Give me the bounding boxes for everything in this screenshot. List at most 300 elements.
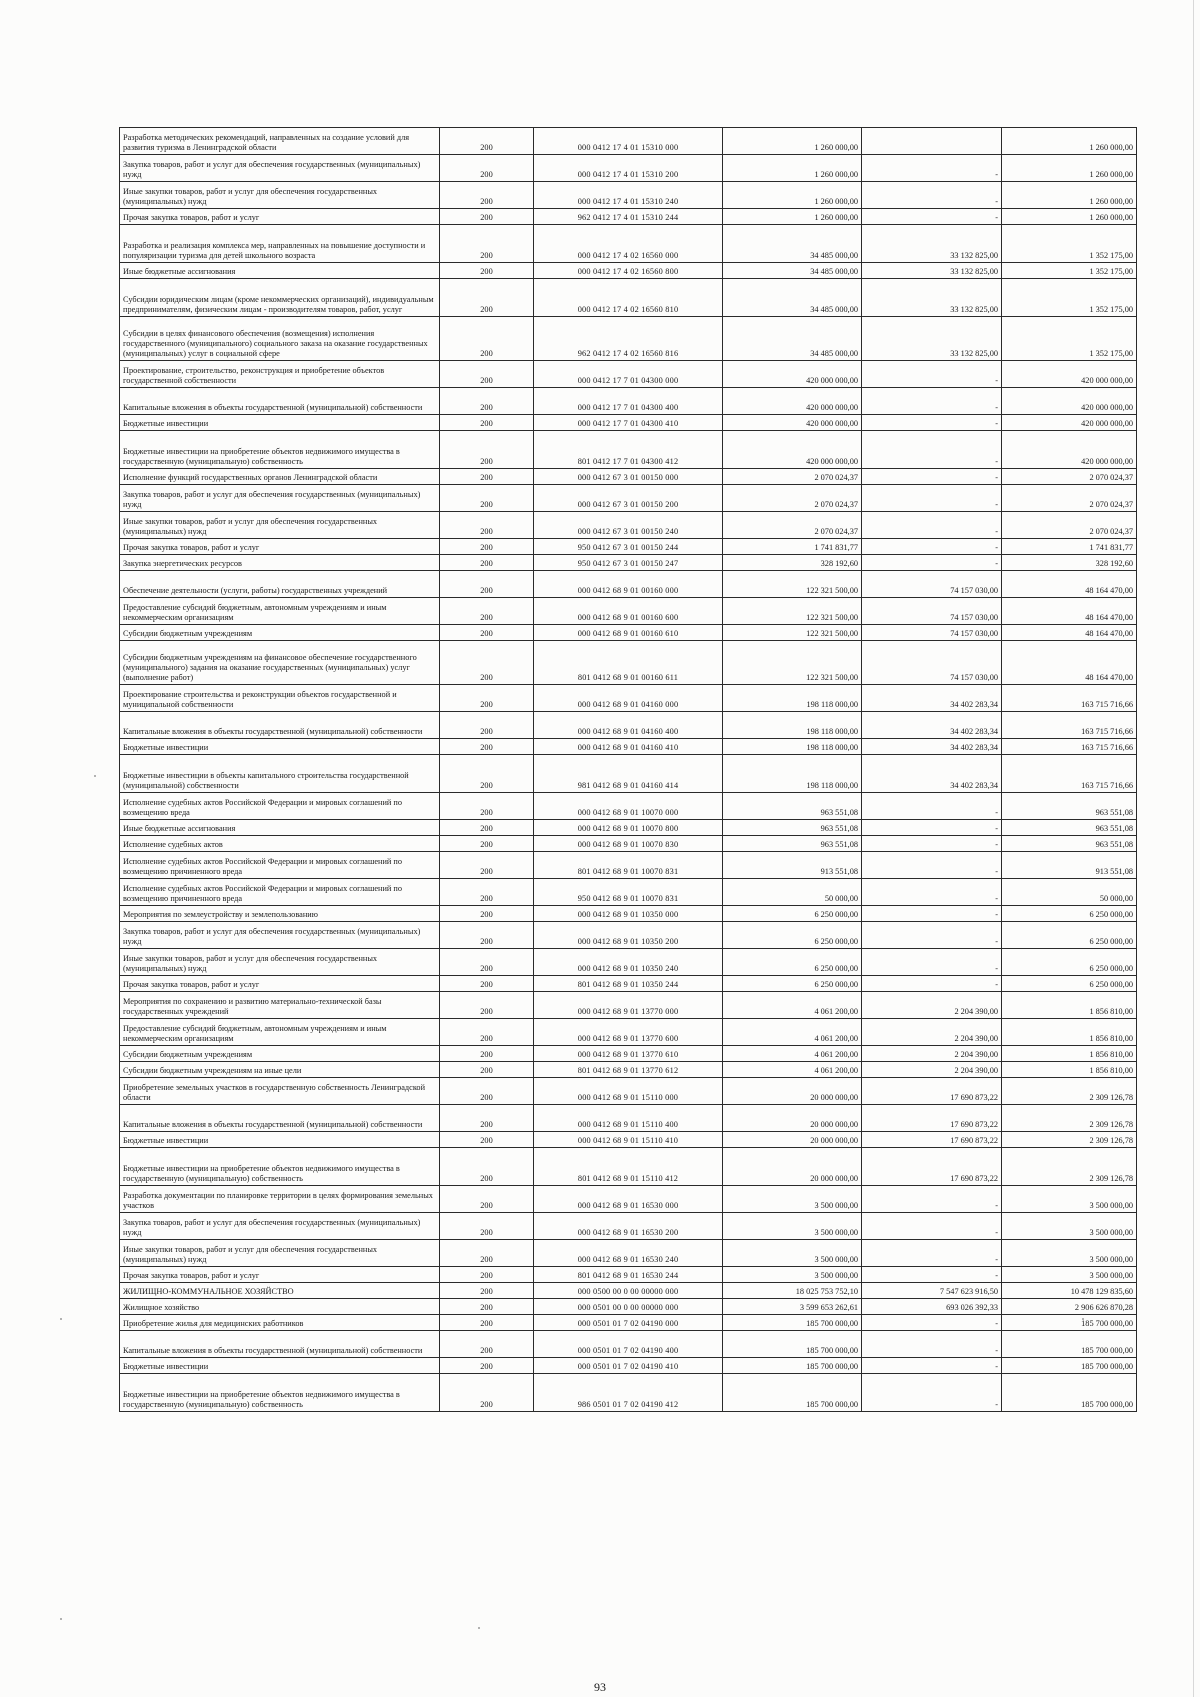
row-unexecuted-amount-cell: 1 260 000,00 [1002,182,1137,209]
table-row [120,836,1137,852]
row-approved-amount-cell: 4 061 200,00 [723,1019,862,1046]
row-name-cell: Предоставление субсидий бюджетным, автономным учреждениям и иным некоммерческим организациям [120,1019,440,1046]
row-unexecuted-amount-cell: 163 715 716,66 [1002,755,1137,793]
row-approved-amount-cell: 420 000 000,00 [723,388,862,415]
row-unexecuted-amount-cell: 913 551,08 [1002,852,1137,879]
row-approved-amount-cell: 3 599 653 262,61 [723,1299,862,1315]
row-approved-amount-cell: 20 000 000,00 [723,1148,862,1186]
row-classification-code-cell: 000 0412 68 9 01 15110 400 [534,1105,723,1132]
table-row [120,906,1137,922]
row-classification-code-cell: 000 0412 17 4 01 15310 200 [534,155,723,182]
row-classification-code-cell: 000 0412 67 3 01 00150 200 [534,485,723,512]
row-executed-amount-cell: - [862,1267,1002,1283]
row-name-cell: Субсидии бюджетным учреждениям [120,1046,440,1062]
table-row [120,512,1137,539]
row-unexecuted-amount-cell: 50 000,00 [1002,879,1137,906]
row-approved-amount-cell: 963 551,08 [723,793,862,820]
row-classification-code-cell: 000 0412 67 3 01 00150 000 [534,469,723,485]
row-name-cell: Прочая закупка товаров, работ и услуг [120,976,440,992]
row-approved-amount-cell: 34 485 000,00 [723,225,862,263]
row-executed-amount-cell: - [862,879,1002,906]
row-line-code-cell: 200 [440,1148,534,1186]
row-name-cell: Приобретение земельных участков в государственную собственность Ленинградской области [120,1078,440,1105]
row-unexecuted-amount-cell: 1 260 000,00 [1002,209,1137,225]
table-row [120,739,1137,755]
row-unexecuted-amount-cell: 420 000 000,00 [1002,431,1137,469]
row-line-code-cell: 200 [440,388,534,415]
row-approved-amount-cell: 1 260 000,00 [723,155,862,182]
row-approved-amount-cell: 3 500 000,00 [723,1213,862,1240]
table-row [120,641,1137,685]
row-name-cell: Капитальные вложения в объекты государственной (муниципальной) собственности [120,1105,440,1132]
row-approved-amount-cell: 122 321 500,00 [723,598,862,625]
row-executed-amount-cell: 34 402 283,34 [862,685,1002,712]
row-classification-code-cell: 000 0501 01 7 02 04190 400 [534,1331,723,1358]
row-approved-amount-cell: 963 551,08 [723,820,862,836]
row-unexecuted-amount-cell: 2 309 126,78 [1002,1132,1137,1148]
row-unexecuted-amount-cell: 6 250 000,00 [1002,976,1137,992]
row-line-code-cell: 200 [440,641,534,685]
row-executed-amount-cell: 33 132 825,00 [862,279,1002,317]
row-name-cell: Иные закупки товаров, работ и услуг для обеспечения государственных (муниципальных) нужд [120,1240,440,1267]
row-approved-amount-cell: 2 070 024,37 [723,485,862,512]
row-classification-code-cell: 000 0412 68 9 01 10350 000 [534,906,723,922]
row-classification-code-cell: 000 0412 68 9 01 13770 610 [534,1046,723,1062]
row-approved-amount-cell: 34 485 000,00 [723,263,862,279]
row-executed-amount-cell: 74 157 030,00 [862,598,1002,625]
row-approved-amount-cell: 2 070 024,37 [723,469,862,485]
row-classification-code-cell: 000 0412 17 4 02 16560 000 [534,225,723,263]
table-row [120,1315,1137,1331]
row-name-cell: Субсидии бюджетным учреждениям [120,625,440,641]
row-line-code-cell: 200 [440,279,534,317]
row-unexecuted-amount-cell: 185 700 000,00 [1002,1331,1137,1358]
row-name-cell: Приобретение жилья для медицинских работников [120,1315,440,1331]
row-approved-amount-cell: 34 485 000,00 [723,279,862,317]
row-approved-amount-cell: 963 551,08 [723,836,862,852]
row-executed-amount-cell: 17 690 873,22 [862,1148,1002,1186]
table-row [120,1046,1137,1062]
table-row [120,1299,1137,1315]
row-unexecuted-amount-cell: 1 352 175,00 [1002,317,1137,361]
row-line-code-cell: 200 [440,922,534,949]
row-line-code-cell: 200 [440,128,534,155]
row-line-code-cell: 200 [440,225,534,263]
row-classification-code-cell: 000 0412 17 4 02 16560 800 [534,263,723,279]
row-classification-code-cell: 000 0412 17 4 01 15310 000 [534,128,723,155]
row-line-code-cell: 200 [440,1374,534,1412]
row-executed-amount-cell: - [862,469,1002,485]
row-unexecuted-amount-cell: 2 309 126,78 [1002,1148,1137,1186]
row-executed-amount-cell: - [862,922,1002,949]
row-executed-amount-cell: 74 157 030,00 [862,641,1002,685]
row-classification-code-cell: 000 0501 01 7 02 04190 000 [534,1315,723,1331]
row-executed-amount-cell: - [862,820,1002,836]
row-unexecuted-amount-cell: 963 551,08 [1002,793,1137,820]
row-classification-code-cell: 962 0412 17 4 01 15310 244 [534,209,723,225]
table-row [120,976,1137,992]
row-name-cell: Капитальные вложения в объекты государственной (муниципальной) собственности [120,388,440,415]
row-classification-code-cell: 801 0412 68 9 01 16530 244 [534,1267,723,1283]
table-row [120,625,1137,641]
row-approved-amount-cell: 18 025 753 752,10 [723,1283,862,1299]
row-name-cell: Иные бюджетные ассигнования [120,263,440,279]
row-executed-amount-cell: 17 690 873,22 [862,1132,1002,1148]
row-classification-code-cell: 000 0412 68 9 01 16530 200 [534,1213,723,1240]
row-classification-code-cell: 000 0412 17 7 01 04300 410 [534,415,723,431]
row-name-cell: Закупка энергетических ресурсов [120,555,440,571]
row-unexecuted-amount-cell: 1 352 175,00 [1002,263,1137,279]
row-line-code-cell: 200 [440,852,534,879]
row-unexecuted-amount-cell: 185 700 000,00 [1002,1374,1137,1412]
row-line-code-cell: 200 [440,1186,534,1213]
row-line-code-cell: 200 [440,820,534,836]
row-approved-amount-cell: 185 700 000,00 [723,1331,862,1358]
row-approved-amount-cell: 50 000,00 [723,879,862,906]
row-approved-amount-cell: 20 000 000,00 [723,1132,862,1148]
row-executed-amount-cell: - [862,976,1002,992]
row-executed-amount-cell: 17 690 873,22 [862,1105,1002,1132]
table-row [120,539,1137,555]
row-unexecuted-amount-cell: 3 500 000,00 [1002,1267,1137,1283]
table-row [120,755,1137,793]
row-classification-code-cell: 000 0500 00 0 00 00000 000 [534,1283,723,1299]
row-executed-amount-cell: - [862,1331,1002,1358]
row-classification-code-cell: 000 0412 68 9 01 04160 000 [534,685,723,712]
table-row [120,431,1137,469]
row-approved-amount-cell: 1 741 831,77 [723,539,862,555]
row-line-code-cell: 200 [440,1046,534,1062]
row-executed-amount-cell: - [862,1186,1002,1213]
scan-speck [60,1318,62,1320]
row-unexecuted-amount-cell: 1 260 000,00 [1002,128,1137,155]
row-unexecuted-amount-cell: 2 070 024,37 [1002,512,1137,539]
row-classification-code-cell: 801 0412 68 9 01 10350 244 [534,976,723,992]
row-executed-amount-cell: - [862,949,1002,976]
row-executed-amount-cell: - [862,388,1002,415]
row-unexecuted-amount-cell: 48 164 470,00 [1002,641,1137,685]
row-executed-amount-cell: - [862,793,1002,820]
row-classification-code-cell: 000 0501 00 0 00 00000 000 [534,1299,723,1315]
row-executed-amount-cell: - [862,852,1002,879]
row-classification-code-cell: 000 0412 68 9 01 16530 000 [534,1186,723,1213]
row-name-cell: Бюджетные инвестиции [120,415,440,431]
row-unexecuted-amount-cell: 6 250 000,00 [1002,922,1137,949]
table-row [120,712,1137,739]
row-approved-amount-cell: 185 700 000,00 [723,1315,862,1331]
row-name-cell: Закупка товаров, работ и услуг для обеспечения государственных (муниципальных) нужд [120,922,440,949]
row-line-code-cell: 200 [440,976,534,992]
row-line-code-cell: 200 [440,1213,534,1240]
row-line-code-cell: 200 [440,739,534,755]
row-unexecuted-amount-cell: 185 700 000,00 [1002,1315,1137,1331]
row-line-code-cell: 200 [440,155,534,182]
row-name-cell: Предоставление субсидий бюджетным, автономным учреждениям и иным некоммерческим организациям [120,598,440,625]
row-unexecuted-amount-cell: 48 164 470,00 [1002,571,1137,598]
row-line-code-cell: 200 [440,1019,534,1046]
row-classification-code-cell: 801 0412 68 9 01 10070 831 [534,852,723,879]
row-approved-amount-cell: 34 485 000,00 [723,317,862,361]
row-classification-code-cell: 000 0412 68 9 01 00160 000 [534,571,723,598]
row-line-code-cell: 200 [440,555,534,571]
row-line-code-cell: 200 [440,1315,534,1331]
row-unexecuted-amount-cell: 328 192,60 [1002,555,1137,571]
row-executed-amount-cell: - [862,415,1002,431]
row-name-cell: Субсидии юридическим лицам (кроме некоммерческих организаций), индивидуальным предпринимателям, физическим лицам - производителям товаров, работ, услуг [120,279,440,317]
table-row [120,1267,1137,1283]
row-name-cell: Бюджетные инвестиции [120,739,440,755]
row-name-cell: Капитальные вложения в объекты государственной (муниципальной) собственности [120,1331,440,1358]
table-row [120,1019,1137,1046]
row-unexecuted-amount-cell: 1 260 000,00 [1002,155,1137,182]
table-row [120,1283,1137,1299]
row-line-code-cell: 200 [440,1062,534,1078]
row-classification-code-cell: 000 0412 68 9 01 00160 600 [534,598,723,625]
row-approved-amount-cell: 4 061 200,00 [723,1046,862,1062]
row-unexecuted-amount-cell: 2 070 024,37 [1002,485,1137,512]
row-line-code-cell: 200 [440,1132,534,1148]
row-approved-amount-cell: 198 118 000,00 [723,712,862,739]
row-name-cell: Прочая закупка товаров, работ и услуг [120,1267,440,1283]
row-executed-amount-cell [862,128,1002,155]
row-executed-amount-cell: - [862,1358,1002,1374]
row-line-code-cell: 200 [440,317,534,361]
row-classification-code-cell: 981 0412 68 9 01 04160 414 [534,755,723,793]
row-classification-code-cell: 000 0412 17 7 01 04300 400 [534,388,723,415]
table-row [120,879,1137,906]
row-approved-amount-cell: 3 500 000,00 [723,1240,862,1267]
row-approved-amount-cell: 1 260 000,00 [723,128,862,155]
table-row [120,209,1137,225]
row-unexecuted-amount-cell: 963 551,08 [1002,820,1137,836]
row-name-cell: Иные закупки товаров, работ и услуг для обеспечения государственных (муниципальных) нужд [120,949,440,976]
row-approved-amount-cell: 122 321 500,00 [723,571,862,598]
row-approved-amount-cell: 6 250 000,00 [723,949,862,976]
row-unexecuted-amount-cell: 3 500 000,00 [1002,1213,1137,1240]
page-number: 93 [594,1680,606,1694]
row-approved-amount-cell: 420 000 000,00 [723,431,862,469]
table-row [120,571,1137,598]
row-name-cell: Прочая закупка товаров, работ и услуг [120,209,440,225]
row-classification-code-cell: 000 0412 68 9 01 13770 000 [534,992,723,1019]
row-classification-code-cell: 000 0412 68 9 01 15110 410 [534,1132,723,1148]
row-name-cell: Обеспечение деятельности (услуги, работы) государственных учреждений [120,571,440,598]
row-classification-code-cell: 000 0412 17 7 01 04300 000 [534,361,723,388]
row-name-cell: Мероприятия по сохранению и развитию материально-технической базы государственных учреждений [120,992,440,1019]
row-unexecuted-amount-cell: 163 715 716,66 [1002,739,1137,755]
row-classification-code-cell: 801 0412 68 9 01 15110 412 [534,1148,723,1186]
table-row [120,182,1137,209]
row-executed-amount-cell: 2 204 390,00 [862,1062,1002,1078]
row-name-cell: Субсидии бюджетным учреждениям на иные цели [120,1062,440,1078]
row-classification-code-cell: 000 0412 68 9 01 04160 410 [534,739,723,755]
table-row [120,317,1137,361]
table-row [120,361,1137,388]
table-row [120,852,1137,879]
row-classification-code-cell: 000 0412 68 9 01 10070 830 [534,836,723,852]
table-row [120,1132,1137,1148]
row-line-code-cell: 200 [440,1240,534,1267]
table-row [120,485,1137,512]
row-approved-amount-cell: 198 118 000,00 [723,755,862,793]
row-unexecuted-amount-cell: 963 551,08 [1002,836,1137,852]
row-approved-amount-cell: 185 700 000,00 [723,1374,862,1412]
row-executed-amount-cell: - [862,836,1002,852]
row-line-code-cell: 200 [440,1331,534,1358]
row-unexecuted-amount-cell: 2 070 024,37 [1002,469,1137,485]
row-name-cell: Бюджетные инвестиции в объекты капитального строительства государственной (муниципальной) собственности [120,755,440,793]
table-row [120,1331,1137,1358]
table-row [120,415,1137,431]
table-row [120,469,1137,485]
row-executed-amount-cell: - [862,361,1002,388]
row-unexecuted-amount-cell: 2 906 626 870,28 [1002,1299,1137,1315]
row-executed-amount-cell: 74 157 030,00 [862,625,1002,641]
row-unexecuted-amount-cell: 48 164 470,00 [1002,625,1137,641]
row-unexecuted-amount-cell: 420 000 000,00 [1002,388,1137,415]
row-unexecuted-amount-cell: 6 250 000,00 [1002,906,1137,922]
row-executed-amount-cell: - [862,485,1002,512]
row-name-cell: Исполнение судебных актов Российской Федерации и мировых соглашений по возмещению причиненного вреда [120,852,440,879]
row-line-code-cell: 200 [440,992,534,1019]
row-classification-code-cell: 000 0412 67 3 01 00150 240 [534,512,723,539]
row-classification-code-cell: 962 0412 17 4 02 16560 816 [534,317,723,361]
row-executed-amount-cell: - [862,1240,1002,1267]
table-row [120,992,1137,1019]
row-line-code-cell: 200 [440,361,534,388]
row-name-cell: Прочая закупка товаров, работ и услуг [120,539,440,555]
row-line-code-cell: 200 [440,469,534,485]
row-name-cell: ЖИЛИЩНО-КОММУНАЛЬНОЕ ХОЗЯЙСТВО [120,1283,440,1299]
row-unexecuted-amount-cell: 185 700 000,00 [1002,1358,1137,1374]
row-unexecuted-amount-cell: 1 352 175,00 [1002,225,1137,263]
row-line-code-cell: 200 [440,712,534,739]
row-executed-amount-cell: - [862,512,1002,539]
row-classification-code-cell: 950 0412 68 9 01 10070 831 [534,879,723,906]
row-unexecuted-amount-cell: 6 250 000,00 [1002,949,1137,976]
row-approved-amount-cell: 3 500 000,00 [723,1267,862,1283]
row-name-cell: Бюджетные инвестиции [120,1132,440,1148]
table-row [120,263,1137,279]
row-line-code-cell: 200 [440,1267,534,1283]
row-executed-amount-cell: 33 132 825,00 [862,225,1002,263]
row-line-code-cell: 200 [440,1078,534,1105]
row-name-cell: Капитальные вложения в объекты государственной (муниципальной) собственности [120,712,440,739]
table-row [120,1358,1137,1374]
row-line-code-cell: 200 [440,1299,534,1315]
row-line-code-cell: 200 [440,949,534,976]
row-executed-amount-cell: 2 204 390,00 [862,1046,1002,1062]
row-line-code-cell: 200 [440,879,534,906]
row-executed-amount-cell: 33 132 825,00 [862,263,1002,279]
row-name-cell: Исполнение функций государственных органов Ленинградской области [120,469,440,485]
table-row [120,820,1137,836]
row-line-code-cell: 200 [440,263,534,279]
row-line-code-cell: 200 [440,625,534,641]
row-classification-code-cell: 801 0412 17 7 01 04300 412 [534,431,723,469]
row-classification-code-cell: 000 0412 68 9 01 00160 610 [534,625,723,641]
row-classification-code-cell: 801 0412 68 9 01 00160 611 [534,641,723,685]
table-row [120,388,1137,415]
row-executed-amount-cell: - [862,182,1002,209]
row-unexecuted-amount-cell: 1 856 810,00 [1002,1046,1137,1062]
row-classification-code-cell: 000 0412 68 9 01 13770 600 [534,1019,723,1046]
row-executed-amount-cell: - [862,209,1002,225]
row-unexecuted-amount-cell: 420 000 000,00 [1002,415,1137,431]
row-approved-amount-cell: 328 192,60 [723,555,862,571]
row-line-code-cell: 200 [440,1283,534,1299]
row-executed-amount-cell: 7 547 623 916,50 [862,1283,1002,1299]
row-name-cell: Закупка товаров, работ и услуг для обеспечения государственных (муниципальных) нужд [120,1213,440,1240]
row-name-cell: Разработка методических рекомендаций, направленных на создание условий для развития туризма в Ленинградской области [120,128,440,155]
row-line-code-cell: 200 [440,755,534,793]
row-name-cell: Мероприятия по землеустройству и землепользованию [120,906,440,922]
scan-speck [94,775,96,777]
row-executed-amount-cell: 34 402 283,34 [862,712,1002,739]
row-name-cell: Бюджетные инвестиции на приобретение объектов недвижимого имущества в государственную (муниципальную) собственность [120,431,440,469]
row-executed-amount-cell: - [862,1374,1002,1412]
row-unexecuted-amount-cell: 2 309 126,78 [1002,1105,1137,1132]
row-approved-amount-cell: 122 321 500,00 [723,625,862,641]
row-classification-code-cell: 000 0412 68 9 01 10350 200 [534,922,723,949]
row-unexecuted-amount-cell: 2 309 126,78 [1002,1078,1137,1105]
row-line-code-cell: 200 [440,906,534,922]
row-approved-amount-cell: 420 000 000,00 [723,415,862,431]
row-classification-code-cell: 000 0412 17 4 01 15310 240 [534,182,723,209]
row-approved-amount-cell: 1 260 000,00 [723,182,862,209]
row-line-code-cell: 200 [440,431,534,469]
row-approved-amount-cell: 2 070 024,37 [723,512,862,539]
row-executed-amount-cell: - [862,1315,1002,1331]
row-unexecuted-amount-cell: 420 000 000,00 [1002,361,1137,388]
row-unexecuted-amount-cell: 1 856 810,00 [1002,992,1137,1019]
row-classification-code-cell: 000 0412 68 9 01 15110 000 [534,1078,723,1105]
row-approved-amount-cell: 420 000 000,00 [723,361,862,388]
row-executed-amount-cell: - [862,539,1002,555]
row-approved-amount-cell: 1 260 000,00 [723,209,862,225]
row-unexecuted-amount-cell: 48 164 470,00 [1002,598,1137,625]
row-unexecuted-amount-cell: 163 715 716,66 [1002,685,1137,712]
row-classification-code-cell: 000 0501 01 7 02 04190 410 [534,1358,723,1374]
row-name-cell: Субсидии в целях финансового обеспечения (возмещения) исполнения государственного (муниципального) социального заказа на оказание государственных (муниципальных) услуг в социальной сфере [120,317,440,361]
row-line-code-cell: 200 [440,1105,534,1132]
row-unexecuted-amount-cell: 1 856 810,00 [1002,1019,1137,1046]
row-approved-amount-cell: 6 250 000,00 [723,906,862,922]
row-name-cell: Бюджетные инвестиции [120,1358,440,1374]
table-row [120,1240,1137,1267]
row-line-code-cell: 200 [440,685,534,712]
row-unexecuted-amount-cell: 10 478 129 835,60 [1002,1283,1137,1299]
row-executed-amount-cell: - [862,431,1002,469]
table-row [120,128,1137,155]
row-name-cell: Закупка товаров, работ и услуг для обеспечения государственных (муниципальных) нужд [120,485,440,512]
row-approved-amount-cell: 4 061 200,00 [723,992,862,1019]
row-executed-amount-cell: 2 204 390,00 [862,992,1002,1019]
row-executed-amount-cell: 2 204 390,00 [862,1019,1002,1046]
row-classification-code-cell: 950 0412 67 3 01 00150 247 [534,555,723,571]
row-approved-amount-cell: 6 250 000,00 [723,976,862,992]
row-executed-amount-cell: 34 402 283,34 [862,755,1002,793]
row-name-cell: Бюджетные инвестиции на приобретение объектов недвижимого имущества в государственную (муниципальную) собственность [120,1148,440,1186]
row-line-code-cell: 200 [440,182,534,209]
row-approved-amount-cell: 198 118 000,00 [723,739,862,755]
row-unexecuted-amount-cell: 3 500 000,00 [1002,1186,1137,1213]
row-executed-amount-cell: - [862,555,1002,571]
table-row [120,279,1137,317]
row-line-code-cell: 200 [440,571,534,598]
row-name-cell: Бюджетные инвестиции на приобретение объектов недвижимого имущества в государственную (муниципальную) собственность [120,1374,440,1412]
row-executed-amount-cell: 34 402 283,34 [862,739,1002,755]
